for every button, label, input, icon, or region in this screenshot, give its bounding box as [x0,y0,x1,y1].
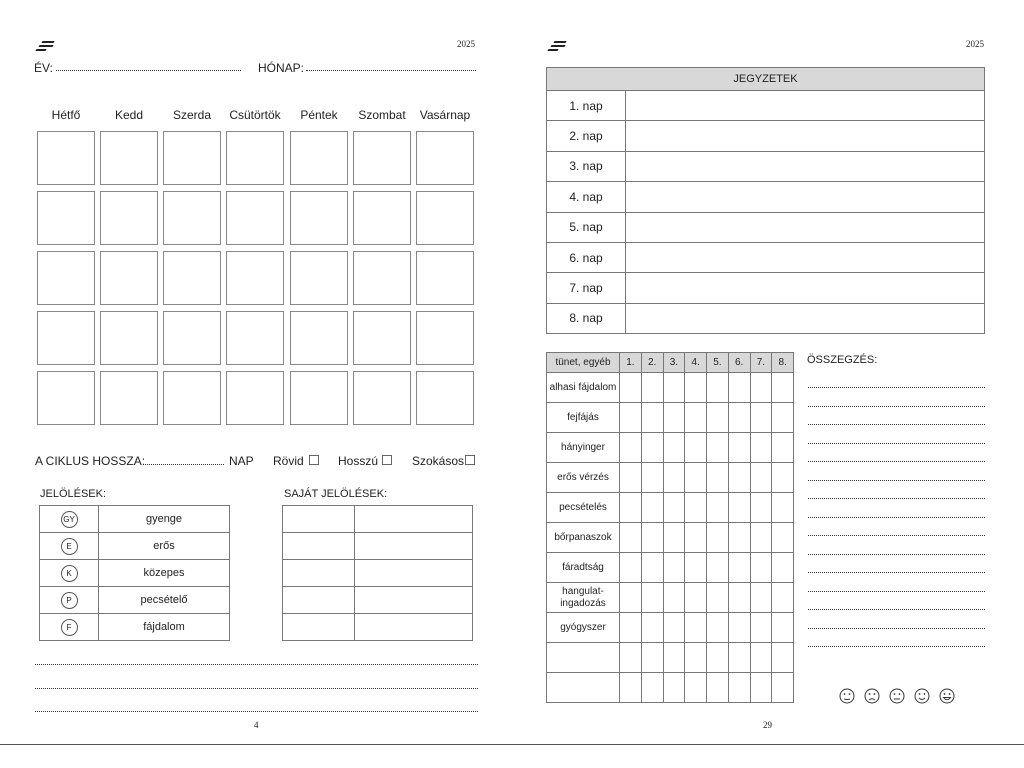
symptom-cell[interactable] [620,583,642,613]
calendar-cell[interactable] [37,251,95,305]
symptom-cell[interactable] [641,673,663,703]
symptom-cell[interactable] [772,613,794,643]
summary-line[interactable] [808,424,985,425]
symptom-cell[interactable] [707,613,729,643]
day-column-header: 8. [772,353,794,373]
symptom-cell[interactable] [663,613,685,643]
symptom-cell[interactable] [663,433,685,463]
weekday-label: Kedd [114,108,144,122]
own-legend-table [282,505,473,641]
notes-row [547,242,985,272]
symptom-table [546,352,794,703]
calendar-cell[interactable] [353,371,411,425]
symptom-cell[interactable] [728,433,750,463]
ev-label: ÉV: [34,61,53,75]
symptom-cell[interactable] [750,643,772,673]
own-legend-row [283,587,473,614]
notes-row [547,151,985,181]
legend-label: gyenge [99,506,230,533]
legend-symbol-cell [40,614,99,641]
legend-symbol: K [61,565,78,582]
year-label: 2025 [457,39,475,49]
legend-row [40,533,230,560]
symptom-cell[interactable] [707,373,729,403]
note-day-label: 4. nap [547,182,626,212]
symptom-cell[interactable] [620,433,642,463]
summary-line[interactable] [808,646,985,647]
symptom-cell[interactable] [707,433,729,463]
own-label-cell[interactable] [355,533,473,560]
note-day-label: 3. nap [547,151,626,181]
honap-label: HÓNAP: [258,61,305,75]
note-line[interactable] [35,664,478,665]
calendar-cell[interactable] [163,191,221,245]
symptom-cell[interactable] [641,613,663,643]
cycle-length-label: A CIKLUS HOSSZA: [35,454,146,468]
sad-face-icon[interactable] [864,688,880,704]
own-label-cell[interactable] [355,587,473,614]
summary-line[interactable] [808,406,985,407]
own-legend-row [283,560,473,587]
calendar-cell[interactable] [100,251,158,305]
calendar-cell[interactable] [290,251,348,305]
symptom-cell[interactable] [685,373,707,403]
summary-line[interactable] [808,387,985,388]
calendar-cell[interactable] [226,311,284,365]
day-column-header: 6. [728,353,750,373]
summary-line[interactable] [808,554,985,555]
day-column-header: 7. [750,353,772,373]
symptom-cell[interactable] [750,583,772,613]
symptom-name [547,643,620,673]
symptom-cell[interactable] [728,403,750,433]
smile-face-icon[interactable] [914,688,930,704]
own-label-cell[interactable] [355,506,473,533]
note-day-label: 8. nap [547,303,626,333]
symptom-cell[interactable] [685,463,707,493]
symptom-row [547,493,794,523]
legend-row [40,560,230,587]
symptom-cell[interactable] [685,403,707,433]
symptom-cell[interactable] [750,673,772,703]
own-legend-row [283,533,473,560]
own-legend-row [283,506,473,533]
summary-title: ÖSSZEGZÉS: [807,354,878,366]
symptom-cell[interactable] [772,373,794,403]
symptom-row [547,613,794,643]
symptom-cell[interactable] [707,553,729,583]
own-legend-title: SAJÁT JELÖLÉSEK: [284,488,388,500]
symptom-cell[interactable] [685,643,707,673]
legend-symbol-cell [40,587,99,614]
summary-line[interactable] [808,443,985,444]
summary-line[interactable] [808,535,985,536]
calendar-cell[interactable] [353,191,411,245]
symptom-name: gyógyszer [547,613,620,643]
symptom-cell[interactable] [728,523,750,553]
calendar-cell[interactable] [100,311,158,365]
symptom-cell[interactable] [620,493,642,523]
symptom-row [547,583,794,613]
symptom-cell[interactable] [663,643,685,673]
symptom-cell[interactable] [620,463,642,493]
day-column-header: 1. [620,353,642,373]
legend-symbol: F [61,619,78,636]
note-line[interactable] [35,688,478,689]
symptom-cell[interactable] [685,583,707,613]
legend-symbol: P [61,592,78,609]
grin-face-icon[interactable] [939,688,955,704]
year-label: 2025 [966,39,984,49]
symptom-cell[interactable] [663,463,685,493]
calendar-cell[interactable] [226,131,284,185]
symptom-cell[interactable] [707,583,729,613]
calendar-cell[interactable] [163,371,221,425]
symptom-cell[interactable] [728,493,750,523]
symptom-cell[interactable] [750,373,772,403]
symptom-cell[interactable] [620,373,642,403]
symptom-row [547,643,794,673]
day-column-header: 2. [641,353,663,373]
calendar-cell[interactable] [416,371,474,425]
summary-line[interactable] [808,461,985,462]
weekday-label: Szombat [358,108,406,122]
symptom-cell[interactable] [620,403,642,433]
note-day-label: 5. nap [547,212,626,242]
option-szokasos-checkbox[interactable] [465,455,475,465]
symptom-cell[interactable] [641,433,663,463]
symptom-cell[interactable] [772,583,794,613]
summary-line[interactable] [808,609,985,610]
calendar-cell[interactable] [290,191,348,245]
legend-symbol-cell [40,533,99,560]
calendar-cell[interactable] [226,371,284,425]
day-column-header: 4. [685,353,707,373]
symptom-cell[interactable] [728,613,750,643]
notes-row [547,182,985,212]
symptom-cell[interactable] [663,373,685,403]
notes-row [547,273,985,303]
symptom-cell[interactable] [728,643,750,673]
own-symbol-cell[interactable] [283,506,355,533]
note-line[interactable] [35,711,478,712]
calendar-cell[interactable] [290,371,348,425]
notes-row [547,212,985,242]
calendar-cell[interactable] [37,371,95,425]
symptom-row [547,523,794,553]
legend-symbol-cell [40,560,99,587]
day-column-header: 3. [663,353,685,373]
symptom-name: erős vérzés [547,463,620,493]
symptom-cell[interactable] [641,583,663,613]
weekday-label: Hétfő [51,108,81,122]
calendar-cell[interactable] [416,251,474,305]
symptom-cell[interactable] [685,553,707,583]
symptom-cell[interactable] [641,523,663,553]
symptom-header: tünet, egyéb [547,353,620,373]
note-field[interactable] [626,91,985,121]
symptom-cell[interactable] [772,523,794,553]
symptom-cell[interactable] [685,523,707,553]
symptom-cell[interactable] [750,613,772,643]
flat-face-icon[interactable] [889,688,905,704]
legend-label: fájdalom [99,614,230,641]
symptom-cell[interactable] [663,523,685,553]
symptom-name: pecsételés [547,493,620,523]
note-field[interactable] [626,242,985,272]
symptom-cell[interactable] [728,373,750,403]
symptom-cell[interactable] [772,673,794,703]
symptom-name: hangulat-ingadozás [547,583,620,613]
symptom-cell[interactable] [750,403,772,433]
calendar-cell[interactable] [163,251,221,305]
own-symbol-cell[interactable] [283,533,355,560]
note-day-label: 7. nap [547,273,626,303]
notes-row [547,91,985,121]
legend-row [40,614,230,641]
symptom-cell[interactable] [685,613,707,643]
symptom-cell[interactable] [772,643,794,673]
symptom-cell[interactable] [641,493,663,523]
own-label-cell[interactable] [355,614,473,641]
legend-label: erős [99,533,230,560]
notes-row [547,303,985,333]
option-hosszu-checkbox[interactable] [382,455,392,465]
symptom-cell[interactable] [685,433,707,463]
symptom-cell[interactable] [772,553,794,583]
symptom-cell[interactable] [663,403,685,433]
symptom-cell[interactable] [663,673,685,703]
calendar-cell[interactable] [37,131,95,185]
symptom-cell[interactable] [772,433,794,463]
symptom-row [547,373,794,403]
calendar-cell[interactable] [290,131,348,185]
symptom-cell[interactable] [772,493,794,523]
own-symbol-cell[interactable] [283,614,355,641]
symptom-cell[interactable] [641,373,663,403]
symptom-cell[interactable] [728,583,750,613]
calendar-cell[interactable] [353,251,411,305]
symptom-cell[interactable] [750,493,772,523]
symptom-cell[interactable] [728,673,750,703]
logo-icon [548,40,568,52]
note-field[interactable] [626,151,985,181]
symptom-cell[interactable] [772,403,794,433]
symptom-cell[interactable] [750,433,772,463]
symptom-cell[interactable] [620,673,642,703]
weekday-label: Péntek [300,108,338,122]
calendar-cell[interactable] [226,191,284,245]
legend-label: pecsételő [99,587,230,614]
symptom-cell[interactable] [620,523,642,553]
symptom-name [547,673,620,703]
calendar-cell[interactable] [163,131,221,185]
symptom-cell[interactable] [707,463,729,493]
legend-symbol: GY [61,511,78,528]
honap-field[interactable] [306,70,476,71]
calendar-cell[interactable] [100,131,158,185]
calendar-cell[interactable] [100,191,158,245]
note-field[interactable] [626,303,985,333]
symptom-cell[interactable] [641,643,663,673]
note-field[interactable] [626,121,985,151]
calendar-cell[interactable] [37,191,95,245]
note-field[interactable] [626,212,985,242]
symptom-cell[interactable] [728,553,750,583]
symptom-cell[interactable] [750,463,772,493]
symptom-cell[interactable] [620,553,642,583]
note-day-label: 2. nap [547,121,626,151]
legend-label: közepes [99,560,230,587]
legend-table [39,505,230,641]
day-column-header: 5. [707,353,729,373]
symptom-cell[interactable] [685,493,707,523]
note-field[interactable] [626,273,985,303]
symptom-cell[interactable] [641,553,663,583]
option-rovid-checkbox[interactable] [309,455,319,465]
symptom-cell[interactable] [663,493,685,523]
option-hosszu-label: Hosszú [338,454,379,468]
symptom-row [547,673,794,703]
calendar-cell[interactable] [226,251,284,305]
symptom-cell[interactable] [707,493,729,523]
notes-table [546,67,985,334]
option-szokasos-label: Szokásos [412,454,465,468]
symptom-row [547,433,794,463]
symptom-row [547,463,794,493]
calendar-cell[interactable] [37,311,95,365]
symptom-cell[interactable] [663,583,685,613]
summary-line[interactable] [808,517,985,518]
own-symbol-cell[interactable] [283,587,355,614]
legend-row [40,587,230,614]
own-label-cell[interactable] [355,560,473,587]
legend-row [40,506,230,533]
symptom-cell[interactable] [728,463,750,493]
symptom-cell[interactable] [707,643,729,673]
symptom-row [547,403,794,433]
weekday-label: Szerda [172,108,212,122]
symptom-cell[interactable] [750,523,772,553]
bottom-border [0,744,1024,745]
own-symbol-cell[interactable] [283,560,355,587]
calendar-cell[interactable] [416,191,474,245]
notes-title: JEGYZETEK [547,68,985,91]
weekday-label: Vasárnap [419,108,471,122]
symptom-cell[interactable] [663,553,685,583]
legend-symbol-cell [40,506,99,533]
symptom-cell[interactable] [620,613,642,643]
option-rovid-label: Rövid [273,454,304,468]
calendar-cell[interactable] [290,311,348,365]
calendar-cell[interactable] [416,311,474,365]
note-day-label: 6. nap [547,242,626,272]
symptom-cell[interactable] [641,403,663,433]
notes-row [547,121,985,151]
page-number: 4 [254,720,259,730]
symptom-row [547,553,794,583]
nap-label: NAP [229,454,254,468]
calendar-cell[interactable] [163,311,221,365]
summary-line[interactable] [808,572,985,573]
calendar-cell[interactable] [416,131,474,185]
calendar-cell[interactable] [100,371,158,425]
neutral-face-icon[interactable] [839,688,855,704]
calendar-cell[interactable] [353,131,411,185]
summary-line[interactable] [808,591,985,592]
legend-symbol: E [61,538,78,555]
ev-field[interactable] [56,70,241,71]
legend-title: JELÖLÉSEK: [40,488,107,500]
logo-icon [36,40,56,52]
symptom-cell[interactable] [685,673,707,703]
symptom-name: alhasi fájdalom [547,373,620,403]
calendar-cell[interactable] [353,311,411,365]
summary-line[interactable] [808,628,985,629]
symptom-name: bőrpanaszok [547,523,620,553]
symptom-cell[interactable] [641,463,663,493]
summary-line[interactable] [808,498,985,499]
weekday-label: Csütörtök [229,108,281,122]
summary-line[interactable] [808,480,985,481]
note-field[interactable] [626,182,985,212]
page-number: 29 [763,720,772,730]
symptom-cell[interactable] [707,523,729,553]
symptom-cell[interactable] [772,463,794,493]
symptom-cell[interactable] [750,553,772,583]
own-legend-row [283,614,473,641]
symptom-name: hányinger [547,433,620,463]
symptom-name: fáradtság [547,553,620,583]
cycle-length-field[interactable] [143,464,224,465]
note-day-label: 1. nap [547,91,626,121]
symptom-name: fejfájás [547,403,620,433]
symptom-cell[interactable] [620,643,642,673]
symptom-cell[interactable] [707,403,729,433]
symptom-cell[interactable] [707,673,729,703]
